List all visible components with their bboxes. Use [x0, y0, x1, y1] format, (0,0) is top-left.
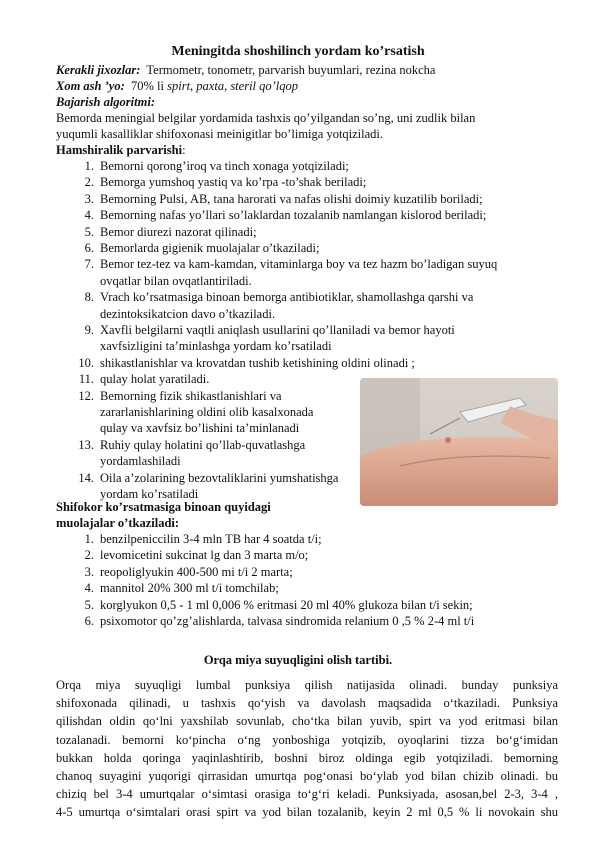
nursing-item	[74, 191, 483, 207]
nursing-item-text: Bemorning fizik shikastlanishlari va	[100, 389, 282, 403]
doctor-item-text: benzilpeniccilin 3-4 mln TB har 4 soatda t/i;	[100, 532, 322, 546]
nursing-item	[74, 437, 305, 453]
nursing-item-number: 1.	[84, 159, 94, 173]
nursing-item-text: Bemorga yumshoq yastiq va ko’rpa -to’shak beriladi;	[100, 175, 367, 189]
injection-photo	[360, 378, 558, 506]
doctor-item-number: 1.	[84, 532, 94, 546]
section2-line: chiziq bel 3-4 umurtqalar o‘simtasi orasiga to‘g‘ri keladi. Punksiyada, asosan,bel 2-3, 3-4 ,	[56, 787, 558, 802]
injection-photo-illustration	[360, 378, 558, 506]
nursing-item-text: shikastlanishlar va krovatdan tushib ketishining oldini olinadi ;	[100, 356, 415, 370]
doctor-item-number: 5.	[84, 598, 94, 612]
nursing-item-text: qulay holat yaratiladi.	[100, 372, 210, 386]
nursing-item-text: Oila a’zolarining bezovtaliklarini yumshatishga	[100, 471, 339, 485]
nursing-item-text: Bemorni qorong’iroq va tinch xonaga yotqiziladi;	[100, 159, 349, 173]
nursing-item	[74, 371, 209, 387]
raw-material-line: Xom ash ’yo: 70% li spirt, paxta, steril qo’lqop	[56, 79, 299, 93]
nursing-item	[74, 174, 366, 190]
algorithm-label: Bajarish algoritmi	[56, 95, 151, 109]
section2-line: chanoq suyagini yuqorigi qirrasidan umurtqa pog‘onasi bo‘ylab yod bilan chizib olinadi. bu	[56, 769, 558, 784]
doctor-item-text: mannitol 20% 300 ml t/i tomchilab;	[100, 581, 279, 595]
nursing-item-continuation: yordam ko’rsatiladi	[100, 487, 199, 501]
nursing-label: Hamshiralik parvarishi	[56, 143, 183, 157]
doctor-item-text: korglyukon 0,5 - 1 ml 0,006 % eritmasi 20 ml 40% glukoza bilan t/i sekin;	[100, 598, 473, 612]
nursing-item	[74, 256, 497, 272]
doctor-item	[74, 531, 322, 547]
doctor-item	[74, 564, 293, 580]
raw-material-value: 70% li	[131, 79, 164, 93]
nursing-heading: Hamshiralik parvarishi:	[56, 143, 186, 157]
section2-title: Orqa miya suyuqligini olish tartibi.	[203, 653, 393, 667]
nursing-item-number: 8.	[84, 290, 94, 304]
raw-material-value-italic: spirt, paxta, steril qo’lqop	[167, 79, 299, 93]
section2-line: Orqa miya suyuqligi lumbal punksiya qilish natijasida olinadi. bunday punksiya	[56, 678, 558, 692]
nursing-item-number: 6.	[84, 241, 94, 255]
nursing-item-text: Ruhiy qulay holatini qo’llab-quvatlashga	[100, 438, 306, 452]
required-equipment-value: Termometr, tonometr, parvarish buyumlari, rezina nokcha	[146, 63, 436, 77]
nursing-item	[74, 289, 473, 305]
section2-line: 4-5 umurtqa o‘simtalari orasi spirt va yod bilan tozalanib, keyin 2 ml 0,5 % li novokain shu	[56, 805, 558, 820]
nursing-item-number: 5.	[84, 225, 94, 239]
algorithm-text-line: yuqumli kasalliklar shifoxonasi meinigitlar bo’limiga yotqiziladi.	[56, 127, 384, 141]
nursing-item-continuation: qulay va xavfsiz bo’lishini ta’minlanadi	[100, 421, 300, 435]
nursing-item-number: 3.	[84, 192, 94, 206]
required-equipment-label: Kerakli jixozlar	[56, 63, 137, 77]
doctor-item-text: psixomotor qo’zg’alishlarda, talvasa sindromida relanium 0 ,5 % 2-4 ml t/i	[100, 614, 475, 628]
nursing-item	[74, 240, 320, 256]
nursing-item-text: Bemor diurezi nazorat qilinadi;	[100, 225, 257, 239]
algorithm-text-line: Bemorda meningial belgilar yordamida tashxis qo’yilgandan so’ng, uni zudlik bilan	[56, 111, 476, 125]
doctor-item	[74, 547, 308, 563]
section2-line: tozalanadi. bemorni ko‘pincha o‘ng yonboshiga yotqizib, oyoqlarini tizza bo‘g‘imidan	[56, 732, 558, 747]
doctor-item-number: 6.	[84, 614, 94, 628]
nursing-item-text: Vrach ko’rsatmasiga binoan bemorga antibiotiklar, shamollashga qarshi va	[100, 290, 474, 304]
doctor-item-text: reopoliglyukin 400-500 mi t/i 2 marta;	[100, 565, 293, 579]
doctor-item-number: 4.	[84, 581, 94, 595]
raw-material-label: Xom ash ’yo	[56, 79, 121, 93]
nursing-item-text: Bemor tez-tez va kam-kamdan, vitaminlarga boy va tez hazm bo’ladigan suyuq	[100, 257, 498, 271]
doctor-item-number: 2.	[84, 548, 94, 562]
section2-line: bukkan holda qoringa yaqinlashtirib, boshni biroz oldinga egib yotqiziladi. bemorning	[56, 750, 558, 765]
nursing-item-number: 14.	[78, 471, 94, 485]
nursing-item-continuation: dezintoksikatcion davo o’tkaziladi.	[100, 307, 276, 321]
nursing-item-text: Bemorlarda gigienik muolajalar o’tkaziladi;	[100, 241, 320, 255]
nursing-item	[74, 224, 257, 240]
nursing-item	[74, 388, 282, 404]
nursing-item	[74, 207, 486, 223]
section2-paragraph	[56, 676, 558, 822]
doctor-item-number: 3.	[84, 565, 94, 579]
nursing-item	[74, 158, 349, 174]
nursing-item-number: 11.	[78, 372, 94, 386]
nursing-item-text: Bemorning nafas yo’llari so’laklardan tozalanib namlangan kislorod beriladi;	[100, 208, 487, 222]
nursing-item-number: 2.	[84, 175, 94, 189]
nursing-item-number: 10.	[78, 356, 94, 370]
page-title: Meningitda shoshilinch yordam ko’rsatish	[171, 44, 425, 59]
nursing-item-number: 7.	[84, 257, 94, 271]
nursing-item-continuation: xavfsizligini ta’minlashga yordam ko’rsatiladi	[100, 339, 332, 353]
doctor-heading-line: Shifokor ko’rsatmasiga binoan quyidagi	[56, 500, 271, 514]
nursing-item-continuation: ovqatlar bilan ovqatlantiriladi.	[100, 274, 252, 288]
nursing-item-number: 4.	[84, 208, 94, 222]
section2-line: shifoxonada qilinadi, u tashxis qo‘yish va davolash maqsadida o‘tkaziladi. Punksiya	[56, 696, 558, 711]
nursing-item	[74, 322, 455, 338]
doctor-item	[74, 580, 279, 596]
nursing-item-number: 12.	[78, 389, 94, 403]
nursing-item-continuation: yordamlashiladi	[100, 454, 181, 468]
required-equipment-line: Kerakli jixozlar: Termometr, tonometr, parvarish buyumlari, rezina nokcha	[56, 63, 436, 77]
doctor-item-text: levomicetini sukcinat lg dan 3 marta m/o;	[100, 548, 309, 562]
nursing-item-number: 9.	[84, 323, 94, 337]
nursing-item	[74, 355, 415, 371]
doctor-heading-line: muolajalar o’tkaziladi:	[56, 516, 180, 530]
nursing-item-continuation: zararlanishlarining oldini olib kasalxonada	[100, 405, 314, 419]
doctor-item	[74, 597, 473, 613]
section2-line: qilishdan oldin qo‘lni yaxshilab sovunlab, cho‘tka bilan yuvib, spirt va yod eritmasi bilan	[56, 714, 558, 729]
algorithm-heading: Bajarish algoritmi:	[56, 95, 155, 109]
nursing-item-number: 13.	[78, 438, 94, 452]
nursing-item-text: Bemorning Pulsi, AB, tana harorati va nafas olishi doimiy kuzatilib boriladi;	[100, 192, 483, 206]
doctor-item	[74, 613, 474, 629]
nursing-item-text: Xavfli belgilarni vaqtli aniqlash usullarini qo’llaniladi va bemor hayoti	[100, 323, 455, 337]
nursing-item	[74, 470, 338, 486]
